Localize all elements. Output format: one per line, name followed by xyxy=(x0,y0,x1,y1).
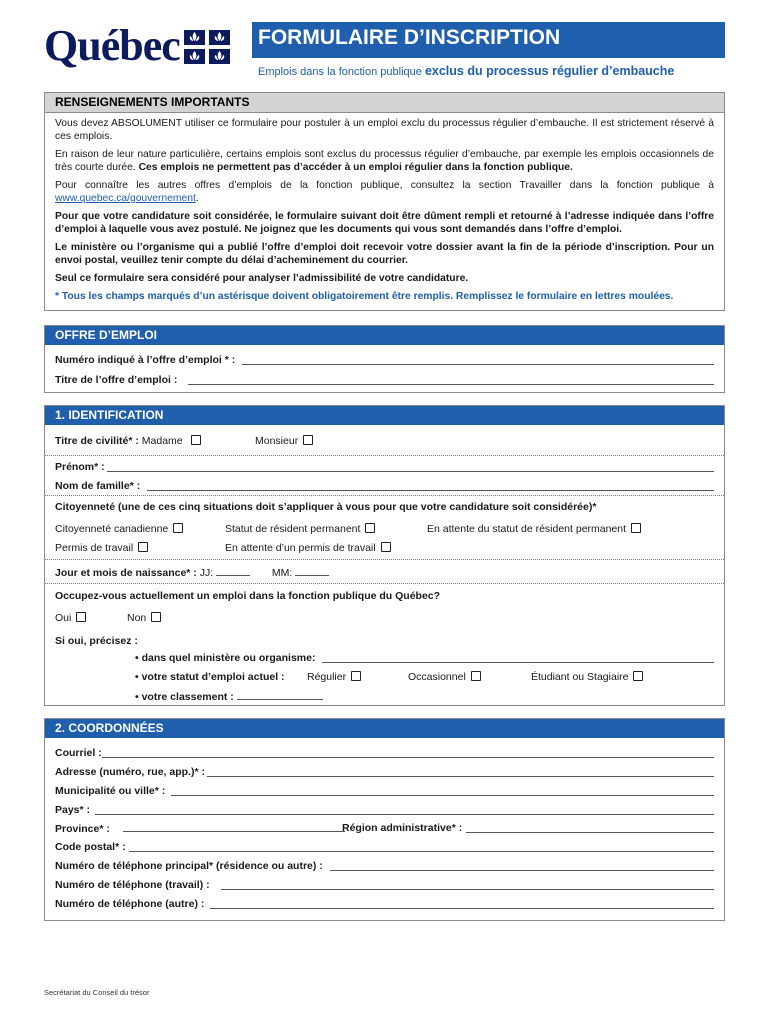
code-postal-input[interactable] xyxy=(129,841,714,852)
occasionnel-checkbox[interactable] xyxy=(471,671,481,681)
nom-label: Nom de famille* : xyxy=(55,480,141,492)
region-field xyxy=(342,822,462,835)
citoyennete-heading-row xyxy=(55,501,714,514)
tel-travail-input[interactable] xyxy=(221,879,714,890)
divider xyxy=(45,495,724,496)
form-title: FORMULAIRE D’INSCRIPTION xyxy=(258,26,561,49)
classement-label: • votre classement : xyxy=(135,691,234,703)
classement-row xyxy=(135,690,714,704)
civilite-row xyxy=(55,435,714,448)
province-input[interactable] xyxy=(123,822,345,832)
offre-emploi-section xyxy=(44,325,725,393)
naissance-label: Jour et mois de naissance* : xyxy=(55,567,197,579)
info-p2-bold: Ces emplois ne permettent pas d’accéder à un emploi régulier dans la fonction publique. xyxy=(138,162,573,173)
tel-autre-row xyxy=(55,898,714,911)
civilite-label: Titre de civilité* : xyxy=(55,435,139,447)
citoyennete-row-1 xyxy=(55,523,714,536)
cit-attente-resident-checkbox[interactable] xyxy=(631,523,641,533)
classement-input[interactable] xyxy=(237,690,323,700)
ministere-input[interactable] xyxy=(322,652,714,663)
prenom-row xyxy=(55,461,714,474)
adresse-label: Adresse (numéro, rue, app.)* : xyxy=(55,766,205,778)
municipalite-input[interactable] xyxy=(171,785,714,796)
non-checkbox[interactable] xyxy=(151,612,161,622)
region-label: Région administrative* : xyxy=(342,822,463,834)
info-paragraph-6 xyxy=(45,272,724,285)
tel-principal-label: Numéro de téléphone principal* (résidence ou autre) : xyxy=(55,860,323,872)
non-option xyxy=(127,612,161,625)
code-postal-row xyxy=(55,841,714,854)
adresse-row xyxy=(55,766,714,779)
oui-checkbox[interactable] xyxy=(76,612,86,622)
tel-principal-input[interactable] xyxy=(330,860,714,871)
mm-label: MM: xyxy=(271,567,293,579)
province-row xyxy=(55,822,714,836)
tel-travail-label: Numéro de téléphone (travail) : xyxy=(55,879,210,891)
cit-resident-option xyxy=(225,523,375,536)
code-postal-label: Code postal* : xyxy=(55,841,126,853)
municipalite-row xyxy=(55,785,714,798)
titre-offre-input[interactable] xyxy=(188,374,714,385)
citoyennete-label: Citoyenneté (une de ces cinq situations doit s’appliquer à vous pour que votre candidature soit considérée)* xyxy=(55,501,597,513)
gouvernement-link[interactable]: www.quebec.ca/gouvernement xyxy=(55,193,196,204)
cit-attente-permis-label: En attente d’un permis de travail xyxy=(225,542,376,554)
pays-input[interactable] xyxy=(95,804,714,815)
form-title-bar xyxy=(252,22,725,58)
info-paragraph-2 xyxy=(45,148,724,174)
logo-wordmark: Québec xyxy=(44,21,180,70)
cit-canadienne-checkbox[interactable] xyxy=(173,523,183,533)
occasionnel-option xyxy=(408,671,481,684)
numero-offre-row xyxy=(55,354,714,367)
monsieur-checkbox[interactable] xyxy=(303,435,313,445)
nom-row xyxy=(55,480,714,493)
municipalite-label: Municipalité ou ville* : xyxy=(55,785,166,797)
tel-travail-row xyxy=(55,879,714,892)
regulier-option xyxy=(307,671,361,684)
offre-emploi-heading: OFFRE D’EMPLOI xyxy=(45,326,724,345)
cit-attente-permis-option xyxy=(225,542,391,555)
occupez-label: Occupez-vous actuellement un emploi dans la fonction publique du Québec? xyxy=(55,590,441,602)
cit-permis-checkbox[interactable] xyxy=(138,542,148,552)
province-label: Province* : xyxy=(55,823,110,835)
regulier-label: Régulier xyxy=(307,671,347,683)
courriel-row xyxy=(55,747,714,760)
footer-text: Secrétariat du Conseil du trésor xyxy=(44,988,150,997)
tel-autre-label: Numéro de téléphone (autre) : xyxy=(55,898,205,910)
si-oui-row xyxy=(55,635,714,648)
region-input[interactable] xyxy=(466,822,714,833)
coordonnees-heading: 2. COORDONNÉES xyxy=(45,719,724,738)
cit-permis-label: Permis de travail xyxy=(55,542,134,554)
titre-offre-label: Titre de l’offre d’emploi : xyxy=(55,374,178,386)
regulier-checkbox[interactable] xyxy=(351,671,361,681)
si-oui-label: Si oui, précisez : xyxy=(55,635,138,647)
subtitle-regular: Emplois dans la fonction publique xyxy=(258,66,422,78)
etudiant-option xyxy=(531,671,643,684)
info-paragraph-5 xyxy=(45,241,724,267)
info-p5-bold: Le ministère ou l’organisme qui a publié l’offre d’emploi doit recevoir votre dossier avant la fin de la période d’inscription. Pour un envoi postal, veuillez tenir compte du délai d’acheminement du courrier. xyxy=(55,242,714,266)
statut-row xyxy=(135,671,714,684)
divider xyxy=(45,455,724,456)
tel-autre-input[interactable] xyxy=(210,898,714,909)
info-paragraph-3: Pour connaître les autres offres d’emplois de la fonction publique, consultez la section Travailler dans la fonction publique à www.quebec.ca/gouvernement. xyxy=(55,180,714,204)
info-p6-bold: Seul ce formulaire sera considéré pour analyser l’admissibilité de votre candidature. xyxy=(55,273,469,284)
mm-input[interactable] xyxy=(295,566,329,576)
courriel-label: Courriel : xyxy=(55,747,102,759)
ministere-row xyxy=(135,652,714,665)
naissance-row xyxy=(55,566,714,580)
identification-heading: 1. IDENTIFICATION xyxy=(45,406,724,425)
tel-principal-row xyxy=(55,860,714,873)
prenom-input[interactable] xyxy=(107,461,714,472)
cit-resident-checkbox[interactable] xyxy=(365,523,375,533)
numero-offre-label: Numéro indiqué à l’offre d’emploi * : xyxy=(55,354,236,366)
occupez-row xyxy=(55,590,714,603)
pays-row xyxy=(55,804,714,817)
important-info-heading: RENSEIGNEMENTS IMPORTANTS xyxy=(45,93,724,113)
monsieur-label: Monsieur xyxy=(255,435,299,447)
oui-non-row xyxy=(55,612,714,625)
oui-label: Oui xyxy=(55,612,72,624)
madame-checkbox[interactable] xyxy=(191,435,201,445)
ministere-label: • dans quel ministère ou organisme: xyxy=(135,652,316,664)
divider xyxy=(45,559,724,560)
form-subtitle xyxy=(258,64,674,78)
cit-attente-resident-option xyxy=(427,523,641,536)
nom-input[interactable] xyxy=(147,480,714,491)
info-p4-bold: Pour que votre candidature soit considérée, le formulaire suivant doit être dûment rempli et retourné à l’adresse indiquée dans l’offre d’emploi à laquelle vous avez postulé. Ne joignez que les documents qui vous sont demandés dans l’offre d’emploi. xyxy=(55,211,714,235)
monsieur-option xyxy=(255,435,313,448)
cit-attente-permis-checkbox[interactable] xyxy=(381,542,391,552)
info-paragraph-4 xyxy=(45,210,724,236)
titre-offre-row xyxy=(55,374,714,387)
courriel-input[interactable] xyxy=(102,747,714,758)
divider xyxy=(45,583,724,584)
subtitle-bold: exclus du processus régulier d’embauche xyxy=(424,64,675,78)
info-paragraph-1: Vous devez ABSOLUMENT utiliser ce formulaire pour postuler à un emploi exclu du processus régulier d’embauche. Il est strictement réservé à ces emplois. xyxy=(55,118,714,142)
important-info-section xyxy=(44,92,725,311)
info-p2-text: En raison de leur nature particulière, certains emplois sont exclus du processus régulier d’embauche, par exemple les emplois occasionnels de très courte durée. xyxy=(55,149,714,173)
adresse-input[interactable] xyxy=(207,766,714,777)
info-p3-text: Pour connaître les autres offres d’emplois de la fonction publique, consultez la section Travailler dans la fonction publique à xyxy=(55,180,714,191)
coordonnees-section xyxy=(44,718,725,921)
citoyennete-row-2 xyxy=(55,542,714,555)
cit-attente-resident-label: En attente du statut de résident permanent xyxy=(427,523,627,535)
madame-label: Madame xyxy=(141,435,183,447)
cit-resident-label: Statut de résident permanent xyxy=(225,523,361,535)
jj-input[interactable] xyxy=(216,566,250,576)
etudiant-label: Étudiant ou Stagiaire xyxy=(531,671,629,683)
prenom-label: Prénom* : xyxy=(55,461,105,473)
numero-offre-input[interactable] xyxy=(242,354,714,365)
occasionnel-label: Occasionnel xyxy=(408,671,466,683)
fleur-de-lys-flag-icon xyxy=(184,30,230,64)
etudiant-checkbox[interactable] xyxy=(633,671,643,681)
mandatory-fields-note: * Tous les champs marqués d’un astérisque doivent obligatoirement être remplis. Remplissez le formulaire en lettres moulées. xyxy=(55,291,674,302)
pays-label: Pays* : xyxy=(55,804,91,816)
jj-label: JJ: xyxy=(199,567,214,579)
statut-label: • votre statut d’emploi actuel : xyxy=(135,671,285,683)
identification-section xyxy=(44,405,725,706)
cit-canadienne-label: Citoyenneté canadienne xyxy=(55,523,169,535)
non-label: Non xyxy=(127,612,147,624)
